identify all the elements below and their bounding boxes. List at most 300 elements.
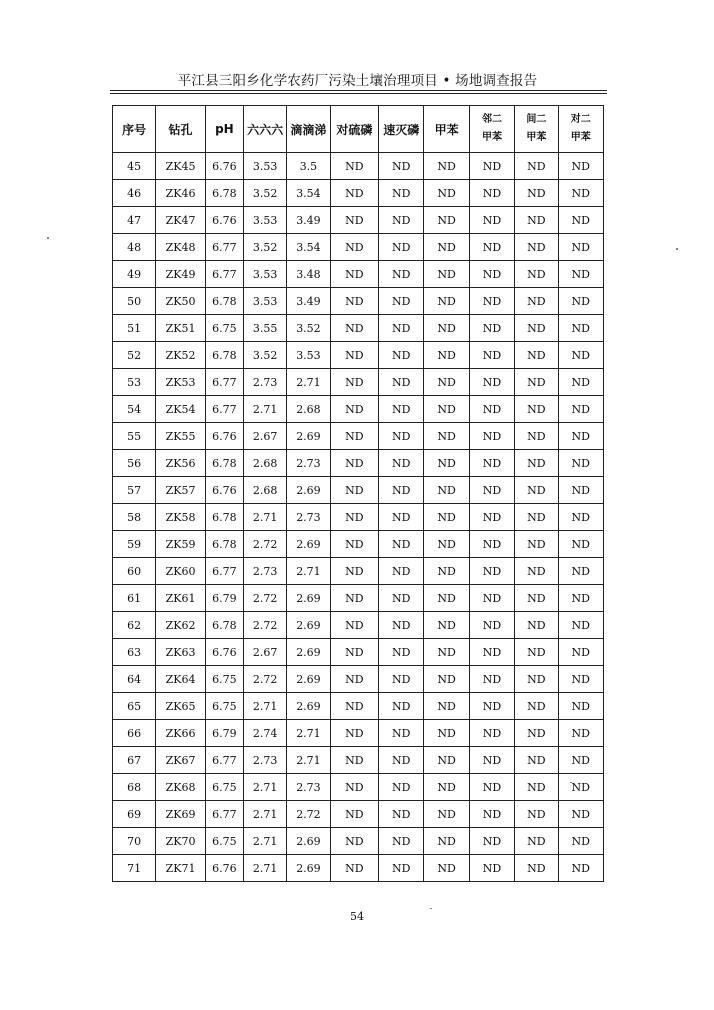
table-cell: ND (424, 153, 469, 180)
table-cell: ZK60 (156, 558, 206, 585)
table-cell: ND (379, 558, 424, 585)
table-cell: ND (424, 396, 469, 423)
table-cell: ND (379, 396, 424, 423)
table-cell: 50 (113, 288, 156, 315)
table-cell: 2.67 (243, 423, 286, 450)
table-cell: ND (379, 612, 424, 639)
table-row (113, 693, 604, 720)
table-cell: ND (424, 558, 469, 585)
table-cell: 3.54 (287, 180, 330, 207)
table-cell: 2.68 (243, 450, 286, 477)
table-cell: ND (379, 288, 424, 315)
table-cell: ZK70 (156, 828, 206, 855)
table-cell: ND (558, 828, 604, 855)
table-cell: ZK68 (156, 774, 206, 801)
table-cell: ND (469, 261, 514, 288)
table-cell: 2.71 (287, 720, 330, 747)
column-header-line: 序号 (122, 122, 147, 137)
table-row (113, 747, 604, 774)
table-cell: 2.69 (287, 531, 330, 558)
table-cell: ND (330, 288, 378, 315)
column-header-line: 间二 (526, 114, 547, 125)
table-cell: 2.71 (243, 828, 286, 855)
table-cell: ND (379, 504, 424, 531)
table-cell: 6.76 (205, 639, 243, 666)
table-cell: 6.77 (205, 261, 243, 288)
table-cell: ND (558, 558, 604, 585)
column-header (287, 106, 330, 153)
column-header (113, 106, 156, 153)
table-cell: 6.78 (205, 288, 243, 315)
table-cell: ND (469, 828, 514, 855)
column-header-line: pH (215, 122, 234, 136)
table-cell: ND (558, 261, 604, 288)
table-cell: ZK63 (156, 639, 206, 666)
table-cell: 6.75 (205, 693, 243, 720)
table-cell: ND (379, 747, 424, 774)
table-cell: 53 (113, 369, 156, 396)
table-cell: ND (330, 342, 378, 369)
column-header (424, 106, 469, 153)
table-row (113, 180, 604, 207)
column-header-line: 甲苯 (434, 122, 459, 137)
table-cell: ND (558, 639, 604, 666)
table-cell: ND (469, 234, 514, 261)
table-cell: ND (379, 234, 424, 261)
table-cell: 56 (113, 450, 156, 477)
table-cell: 2.67 (243, 639, 286, 666)
column-header-line: 邻二 (482, 114, 502, 125)
column-header-line: 甲苯 (482, 132, 502, 143)
table-cell: ND (515, 153, 558, 180)
table-cell: ND (469, 558, 514, 585)
table-cell: 2.71 (287, 558, 330, 585)
table-cell: ZK64 (156, 666, 206, 693)
table-cell: ZK69 (156, 801, 206, 828)
table-cell: ND (379, 666, 424, 693)
table-cell: 6.78 (205, 450, 243, 477)
table-cell: 2.72 (243, 531, 286, 558)
table-cell: 2.71 (243, 693, 286, 720)
table-cell: 2.69 (287, 666, 330, 693)
table-cell: ND (469, 369, 514, 396)
table-cell: 3.53 (243, 153, 286, 180)
table-cell: 2.73 (287, 504, 330, 531)
table-cell: ND (469, 801, 514, 828)
table-cell: ND (558, 423, 604, 450)
table-body (113, 153, 604, 882)
column-header (558, 106, 604, 153)
column-header-line: 对二 (570, 114, 591, 125)
table-cell: ND (558, 666, 604, 693)
table-cell: ND (469, 747, 514, 774)
table-cell: 63 (113, 639, 156, 666)
table-cell: ND (469, 396, 514, 423)
column-header (330, 106, 378, 153)
table-cell: ND (379, 774, 424, 801)
column-header (379, 106, 424, 153)
table-cell: 6.76 (205, 153, 243, 180)
table-cell: ZK45 (156, 153, 206, 180)
table-cell: ND (379, 207, 424, 234)
table-cell: 62 (113, 612, 156, 639)
table-row (113, 720, 604, 747)
table-cell: ND (330, 396, 378, 423)
table-cell: ND (558, 774, 604, 801)
table-cell: 6.78 (205, 531, 243, 558)
table-cell: ND (469, 720, 514, 747)
table-cell: ND (424, 720, 469, 747)
table-cell: 2.69 (287, 612, 330, 639)
table-cell: 6.77 (205, 801, 243, 828)
column-header (515, 106, 558, 153)
table-cell: ND (558, 180, 604, 207)
table-cell: 6.75 (205, 315, 243, 342)
table-cell: ND (469, 585, 514, 612)
table-cell: 3.5 (287, 153, 330, 180)
table-cell: ND (558, 477, 604, 504)
table-cell: 68 (113, 774, 156, 801)
table-cell: ND (424, 180, 469, 207)
table-cell: ND (379, 531, 424, 558)
table-cell: ND (469, 315, 514, 342)
table-cell: ND (330, 369, 378, 396)
table-cell: ND (330, 747, 378, 774)
table-row (113, 558, 604, 585)
table-cell: 2.73 (243, 747, 286, 774)
table-cell: 3.53 (287, 342, 330, 369)
table-cell: ND (424, 774, 469, 801)
table-cell: ND (515, 531, 558, 558)
scan-speck (570, 782, 572, 783)
table-cell: ND (424, 855, 469, 882)
table-cell: ND (424, 477, 469, 504)
table-cell: 6.79 (205, 585, 243, 612)
table-cell: ND (558, 234, 604, 261)
table-row (113, 153, 604, 180)
table-cell: ND (379, 423, 424, 450)
scan-speck (676, 248, 678, 250)
table-cell: ND (330, 234, 378, 261)
table-row (113, 504, 604, 531)
column-header-line: 对硫磷 (336, 122, 373, 137)
table-cell: ZK67 (156, 747, 206, 774)
table-cell: ND (469, 423, 514, 450)
table-cell: ND (515, 315, 558, 342)
table-cell: 2.72 (243, 666, 286, 693)
table-cell: ZK52 (156, 342, 206, 369)
table-cell: ND (558, 720, 604, 747)
table-cell: ZK47 (156, 207, 206, 234)
table-cell: 2.69 (287, 477, 330, 504)
table-cell: ND (330, 828, 378, 855)
table-cell: ND (330, 585, 378, 612)
table-cell: ND (515, 558, 558, 585)
table-cell: ND (469, 855, 514, 882)
table-cell: ND (424, 828, 469, 855)
table-cell: 6.78 (205, 612, 243, 639)
table-cell: ZK46 (156, 180, 206, 207)
table-cell: 6.77 (205, 369, 243, 396)
table-cell: 2.69 (287, 423, 330, 450)
table-cell: ND (379, 855, 424, 882)
table-cell: ND (515, 288, 558, 315)
table-cell: 6.77 (205, 747, 243, 774)
table-cell: ND (379, 693, 424, 720)
table-row (113, 450, 604, 477)
table-row (113, 234, 604, 261)
table-cell: 2.72 (243, 612, 286, 639)
table-cell: 2.68 (243, 477, 286, 504)
table-cell: ND (515, 855, 558, 882)
table-cell: ZK56 (156, 450, 206, 477)
table-cell: ND (469, 693, 514, 720)
table-cell: 2.73 (287, 450, 330, 477)
table-cell: ZK62 (156, 612, 206, 639)
table-cell: ND (424, 585, 469, 612)
table-cell: 57 (113, 477, 156, 504)
table-row (113, 315, 604, 342)
table-cell: ND (515, 720, 558, 747)
table-cell: ND (330, 261, 378, 288)
table-cell: 2.69 (287, 828, 330, 855)
table-cell: ZK65 (156, 693, 206, 720)
table-cell: ND (379, 180, 424, 207)
table-cell: ND (379, 315, 424, 342)
table-cell: ND (379, 153, 424, 180)
table-cell: 55 (113, 423, 156, 450)
table-row (113, 585, 604, 612)
table-cell: 6.79 (205, 720, 243, 747)
table-cell: ND (379, 720, 424, 747)
column-header (469, 106, 514, 153)
table-cell: 2.73 (287, 774, 330, 801)
table-cell: ND (330, 153, 378, 180)
table-cell: ND (515, 207, 558, 234)
column-header (243, 106, 286, 153)
table-cell: ND (424, 315, 469, 342)
table-cell: ND (515, 396, 558, 423)
table-cell: ZK49 (156, 261, 206, 288)
column-header (156, 106, 206, 153)
table-cell: 3.52 (243, 234, 286, 261)
table-cell: 3.49 (287, 288, 330, 315)
table-row (113, 288, 604, 315)
table-cell: ZK50 (156, 288, 206, 315)
table-cell: ND (424, 801, 469, 828)
header-rule-top (110, 90, 607, 91)
table-cell: 66 (113, 720, 156, 747)
table-cell: ND (515, 666, 558, 693)
table-row (113, 801, 604, 828)
table-cell: 6.75 (205, 774, 243, 801)
table-cell: ZK61 (156, 585, 206, 612)
table-cell: 64 (113, 666, 156, 693)
table-cell: ND (558, 342, 604, 369)
table-cell: ND (424, 369, 469, 396)
table-cell: ND (558, 531, 604, 558)
table-cell: ND (424, 504, 469, 531)
table-cell: ND (424, 207, 469, 234)
table-cell: 2.68 (287, 396, 330, 423)
table-cell: 6.78 (205, 504, 243, 531)
table-cell: 6.76 (205, 855, 243, 882)
table-cell: 2.71 (243, 504, 286, 531)
table-cell: ND (558, 801, 604, 828)
table-cell: ND (424, 450, 469, 477)
table-cell: 2.69 (287, 639, 330, 666)
table-cell: ZK54 (156, 396, 206, 423)
table-cell: 2.72 (287, 801, 330, 828)
table-cell: ND (558, 504, 604, 531)
table-row (113, 639, 604, 666)
table-cell: ND (515, 234, 558, 261)
scan-speck (47, 237, 49, 239)
table-cell: ND (330, 315, 378, 342)
table-cell: ND (379, 342, 424, 369)
table-cell: ND (330, 855, 378, 882)
table-cell: ZK59 (156, 531, 206, 558)
table-cell: ND (469, 531, 514, 558)
table-cell: ND (330, 531, 378, 558)
table-cell: ND (379, 261, 424, 288)
table-cell: 61 (113, 585, 156, 612)
table-cell: ND (330, 423, 378, 450)
table-cell: 2.73 (243, 369, 286, 396)
table-cell: ZK53 (156, 369, 206, 396)
table-cell: 3.53 (243, 261, 286, 288)
table-cell: 52 (113, 342, 156, 369)
table-cell: 2.71 (243, 855, 286, 882)
table-cell: ND (515, 369, 558, 396)
table-cell: ZK55 (156, 423, 206, 450)
table-cell: ND (515, 423, 558, 450)
table-cell: ND (469, 207, 514, 234)
table-cell: ND (424, 234, 469, 261)
table-cell: ND (515, 450, 558, 477)
table-cell: 3.52 (287, 315, 330, 342)
table-cell: ND (558, 450, 604, 477)
table-cell: ND (558, 855, 604, 882)
table-cell: 2.72 (243, 585, 286, 612)
table-cell: ZK66 (156, 720, 206, 747)
table-cell: ND (515, 639, 558, 666)
table-cell: ND (424, 639, 469, 666)
table-cell: ND (515, 477, 558, 504)
table-row (113, 207, 604, 234)
table-cell: ND (558, 396, 604, 423)
table-cell: ND (469, 450, 514, 477)
column-header-line: 六六六 (247, 122, 284, 137)
table-cell: ND (330, 504, 378, 531)
table-cell: ND (424, 531, 469, 558)
column-header-line: 滴滴涕 (290, 122, 327, 137)
table-cell: 65 (113, 693, 156, 720)
table-cell: ND (330, 639, 378, 666)
table-row (113, 423, 604, 450)
column-header-line: 钻孔 (168, 122, 193, 137)
table-cell: ND (469, 180, 514, 207)
table-row (113, 342, 604, 369)
table-cell: 3.52 (243, 342, 286, 369)
table-cell: ND (515, 801, 558, 828)
table-header-row (113, 106, 604, 153)
table-cell: 2.71 (287, 369, 330, 396)
table-cell: ZK71 (156, 855, 206, 882)
table-cell: 45 (113, 153, 156, 180)
table-cell: 60 (113, 558, 156, 585)
table-cell: ND (330, 801, 378, 828)
table-cell: ND (330, 720, 378, 747)
table-cell: ND (558, 288, 604, 315)
table-cell: ND (558, 207, 604, 234)
table-cell: ND (379, 801, 424, 828)
table-cell: ND (515, 261, 558, 288)
table-cell: 71 (113, 855, 156, 882)
table-cell: 67 (113, 747, 156, 774)
table-cell: ND (515, 585, 558, 612)
table-cell: ZK48 (156, 234, 206, 261)
table-cell: ND (469, 504, 514, 531)
table-cell: 6.75 (205, 666, 243, 693)
table-cell: 2.69 (287, 693, 330, 720)
table-cell: ND (515, 774, 558, 801)
table-cell: 6.76 (205, 423, 243, 450)
table-cell: ND (330, 612, 378, 639)
table-cell: ND (424, 666, 469, 693)
table-cell: ND (558, 369, 604, 396)
table-cell: ZK58 (156, 504, 206, 531)
table-row (113, 666, 604, 693)
table-cell: ND (558, 315, 604, 342)
table-cell: 3.53 (243, 288, 286, 315)
table-cell: ND (515, 693, 558, 720)
table-cell: ND (558, 693, 604, 720)
table-cell: ND (424, 423, 469, 450)
table-cell: ND (424, 612, 469, 639)
table-cell: 2.71 (243, 774, 286, 801)
table-row (113, 828, 604, 855)
table-cell: 2.73 (243, 558, 286, 585)
table-cell: 6.76 (205, 477, 243, 504)
scan-speck (430, 908, 432, 909)
table-cell: ND (515, 828, 558, 855)
table-cell: ND (379, 639, 424, 666)
column-header (205, 106, 243, 153)
table-cell: ND (558, 585, 604, 612)
table-cell: ND (330, 450, 378, 477)
table-cell: 2.71 (243, 396, 286, 423)
table-cell: ND (330, 558, 378, 585)
table-cell: ND (379, 828, 424, 855)
table-cell: ND (469, 612, 514, 639)
table-cell: ZK57 (156, 477, 206, 504)
table-cell: ND (379, 450, 424, 477)
table-cell: ND (469, 153, 514, 180)
table-cell: ND (515, 612, 558, 639)
table-cell: 48 (113, 234, 156, 261)
table-row (113, 612, 604, 639)
column-header-line: 甲苯 (526, 132, 547, 143)
table-cell: 46 (113, 180, 156, 207)
table-cell: ND (558, 612, 604, 639)
table-cell: 54 (113, 396, 156, 423)
table-cell: 51 (113, 315, 156, 342)
table-cell: 2.71 (243, 801, 286, 828)
table-row (113, 396, 604, 423)
table-cell: ND (515, 180, 558, 207)
table-cell: 59 (113, 531, 156, 558)
